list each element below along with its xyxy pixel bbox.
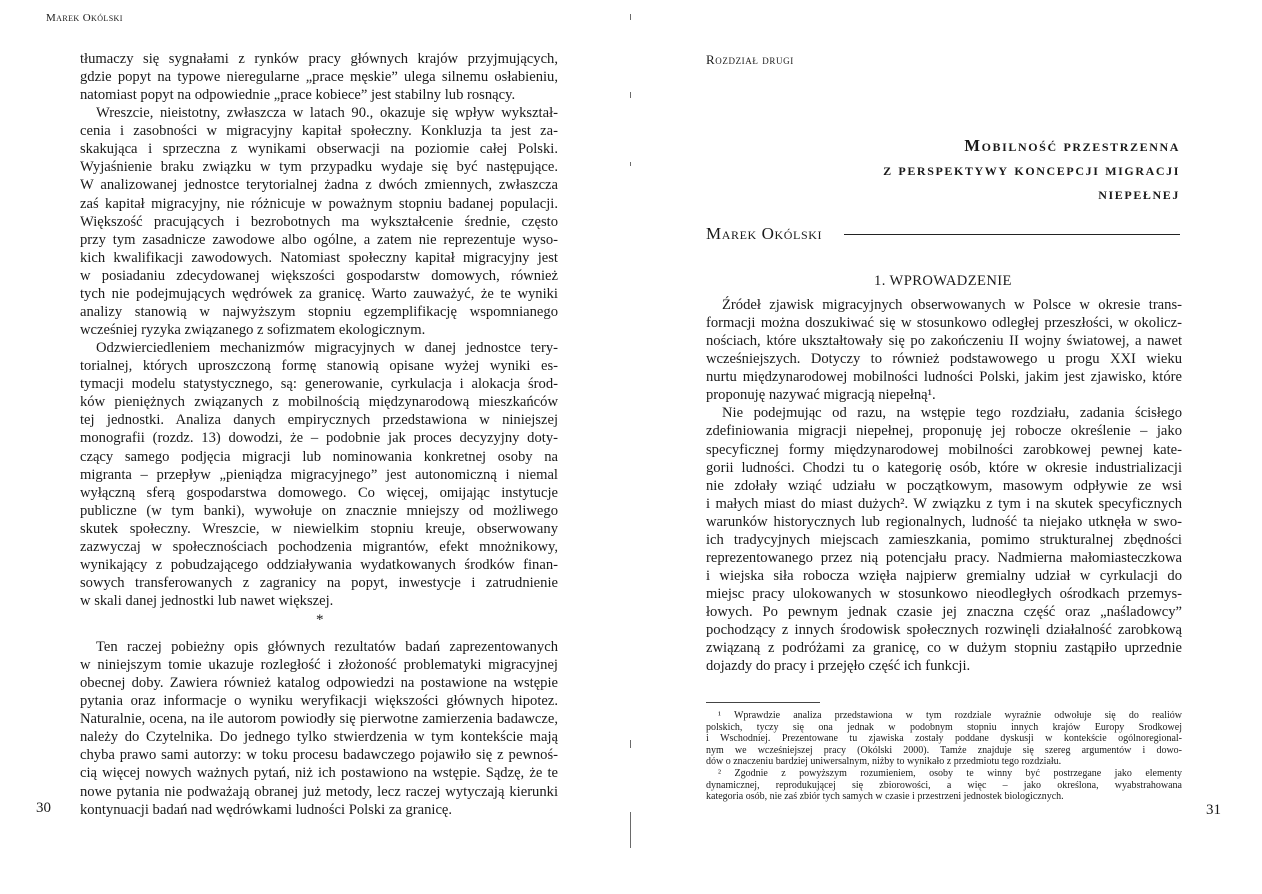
text-line: Ten raczej pobieżny opis głównych rezultatów badań zaprezentowanych: [96, 639, 558, 655]
text-line: skutek społeczny. Wreszcie, w niewielkim stopniu kreuje, obserwowany: [80, 520, 558, 537]
footnote-line: dów o znaczeniu bardziej uniwersalnym, niżby to wynikało z przedmiotu tego rozdziału.: [706, 756, 1062, 768]
text-line: miejsc pracy ulokowanych w stosunkowo nieodległych ośrodkach przemys-: [706, 586, 1182, 603]
text-line: nościach, które ukształtowały się po zakończeniu II wojny światowej, a nawet: [706, 333, 1182, 350]
author-name: Marek Okólski: [706, 224, 823, 243]
text-line: gdzie popyt na typowe nieregularne „prace męskie” ulega silnemu osłabieniu,: [80, 69, 558, 86]
text-line: cią więcej nowych ważnych pytań, niż ich postawiono na wstępie. Sądzę, że te: [80, 765, 558, 782]
text-line: wcześniejszych. Dotyczy to również podstawowego u progu XXI wieku: [706, 351, 1182, 368]
text-line: wyłączną sferą gospodarstwa domowego. Co więcej, omijając instytucje: [80, 484, 558, 501]
footnote-line: i Wschodniej. Prezentowane tu zjawiska zostały poddane dyskusji w kontekście ogólnoregional-: [706, 733, 1182, 745]
running-head: Marek Okólski: [46, 12, 123, 24]
text-line: Naturalnie, ocena, na ile autorom powiodły się pierwotne zamierzenia badawcze,: [80, 711, 558, 728]
text-line: pochodzący z innych środowisk społecznych rozwinęli działalność zarobkową: [706, 622, 1182, 639]
text-line: przy tym zasadnicze zawodowe albo ogólne, a zatem nie reprezentuje wyso-: [80, 231, 558, 248]
text-line: nurtu międzynarodowej mobilności ludności Polski, jakim jest zjawisko, które: [706, 369, 1182, 386]
text-line: wynikający z pobudzającego oddziaływania wydatkowanych środków finan-: [80, 556, 558, 573]
text-line: tłumaczy się sygnałami z rynków pracy głównych krajów przyjmujących,: [80, 51, 558, 67]
text-line: w niniejszym tomie ukazuje rozległość i złożoność problematyki migracyjnej: [80, 657, 558, 674]
text-line: warunków historycznych lub regionalnych, ludność ta niejako utknęła w swo-: [706, 513, 1182, 530]
text-line: Nie podejmując od razu, na wstępie tego rozdziału, zadania ścisłego: [722, 405, 1182, 422]
footnote-line: polskich, tyczy się ona jednak w podobnym stopniu innych krajów Europy Środkowej: [706, 721, 1182, 733]
text-line: kich kwalifikacji zawodowych. Natomiast społeczny kapitał migracyjny jest: [80, 249, 558, 266]
text-line: monografii (rozdz. 13) dowodzi, że – podobnie jak proces decyzyjny doty-: [80, 430, 558, 447]
text-line: i wiejska siła robocza wzięła najpierw gremialny udział w cyrkulacji do: [706, 568, 1182, 585]
footnote-line: ² Zgodnie z powyższym rozumieniem, osoby te winny być postrzegane jako elementy: [718, 768, 1182, 779]
text-line: należy do Czytelnika. Do jednego tylko stwierdzenia w tym kontekście mają: [80, 729, 558, 746]
text-line: zazwyczaj w społecznościach pochodzenia migrantów, efekt mnożnikowy,: [80, 538, 558, 555]
text-line: tych nie podejmujących wędrówek za granicę. Warto zauważyć, że te wyniki: [80, 285, 558, 302]
text-line: obecnej doby. Zawiera również katalog odpowiedzi na postawione na wstępie: [80, 675, 558, 692]
text-line: cenia i zasobności w migracyjny kapitał społeczny. Konkluzja ta jest za-: [80, 123, 558, 140]
footnote-line: nym we wcześniejszej pracy (Okólski 2000). Tamże znajduje się szereg argumentów i dowo-: [706, 744, 1182, 756]
text-line: nowe pytania nie podważają obranej już metody, lecz raczej wytyczają kierunki: [80, 783, 558, 800]
text-line: reprezentowanego przez nią potencjału pracy. Nadmierna małomiasteczkowa: [706, 549, 1182, 566]
section-heading: 1. WPROWADZENIE: [874, 273, 1012, 289]
footnote-line: ¹ Wprawdzie analiza przedstawiona w tym rozdziale wyraźnie odwołuje się do realiów: [718, 710, 1182, 721]
text-line: kontynuacji badań nad wędrówkami ludności Polski za granicę.: [80, 801, 453, 818]
text-line: natomiast popyt na odpowiednie „prace kobiece” jest stabilny lub rosnący.: [80, 87, 516, 104]
text-line: analizy stanowią w najwyższym stopniu egzemplifikację wspomnianego: [80, 303, 558, 320]
text-line: torialnej, których uproszczoną formę stanowią opisane wyżej wyniki es-: [80, 358, 558, 375]
text-line: Wyjaśnienie braku związku w tym przypadku wydaje się być następujące.: [80, 159, 558, 176]
footnote-line: dynamicznej, reprodukującej się zbiorowości, a więc – jako określona, wyabstrahowana: [706, 779, 1182, 791]
text-line: ich tradycyjnych miejscach zamieszkania, pomimo strukturalnej zbędności: [706, 531, 1182, 548]
right-page: [628, 0, 1262, 894]
text-line: zaś kapitał migracyjny, nie różnicuje w poważnym stopniu badanej populacji.: [80, 195, 558, 212]
author-rule: [844, 234, 1180, 235]
chapter-title-line-3: niepełnej: [1098, 184, 1180, 203]
text-line: Większość pracujących i bezrobotnych ma wykształcenie średnie, często: [80, 213, 558, 230]
text-line: proponuję nazywać migracją niepełną¹.: [706, 387, 936, 404]
text-line: ków pieniężnych związanych z mobilnością międzynarodową mieszkańców: [80, 394, 558, 411]
page-number-left: 30: [36, 800, 51, 816]
text-line: Odzwierciedleniem mechanizmów migracyjnych w danej jednostce tery-: [96, 340, 558, 357]
text-line: chyba prawo sami autorzy: w toku procesu badawczego pojawiło się z pewnoś-: [80, 747, 558, 764]
text-line: tymacji modelu statystycznego, są: generowanie, cyrkulacja i alokacja środ-: [80, 376, 558, 393]
text-line: tej jednostki. Analiza danych empirycznych przedstawiona w niniejszej: [80, 412, 558, 429]
left-page: [0, 0, 620, 894]
text-line: formacji można doszukiwać się w stosunkowo odległej przeszłości, w okolicz-: [706, 315, 1182, 332]
text-line: związaną z podróżami za granicę, co w dużym stopniu zastąpiło uprzednie: [706, 640, 1182, 657]
text-line: w posiadaniu zdecydowanej większości gospodarstw domowych, również: [80, 267, 558, 284]
text-line: publiczne (w tym banki), wywołuje on znacznie mniejszy od możliwego: [80, 502, 558, 519]
text-line: łowych. Po pewnym jednak czasie jej znaczna część oraz „naśladowcy”: [706, 604, 1182, 621]
text-line: i małych miast do miast dużych². W związku z tym i na skutek specyficznych: [706, 495, 1182, 512]
chapter-label: Rozdział drugi: [706, 52, 794, 67]
text-line: specyficznej formy międzynarodowej mobilności zarobkowej pewnej kate-: [706, 441, 1182, 458]
text-line: nie zdołały wziąć udziału w początkowym, masowym odpływie ze wsi: [706, 477, 1182, 494]
footnote-line: kategoria osób, nie zaś zbiór tych samych w czasie i przestrzeni jednostek biologicznych.: [706, 791, 1064, 803]
text-line: skakująca i sprzeczna z wynikami obserwacji na poziomie całej Polski.: [80, 141, 558, 158]
text-line: zdefiniowania migracji niepełnej, proponuję jej robocze określenie – jako: [706, 423, 1182, 440]
page-number-right: 31: [1206, 802, 1221, 818]
text-line: W analizowanej jednostce terytorialnej żadna z dwóch zmiennych, zwłaszcza: [80, 177, 558, 194]
text-line: Źródeł zjawisk migracyjnych obserwowanych w Polsce w okresie trans-: [722, 297, 1182, 313]
text-line: wcześniej ryzyka związanego z sofizmatem ekologicznym.: [80, 322, 426, 339]
text-line: czący samego podjęcia migracji lub nominowania konkretnej osoby na: [80, 448, 558, 465]
text-line: sowych transferowanych z zagranicy na popyt, inwestycje i zatrudnienie: [80, 575, 558, 592]
chapter-title-line-2: z perspektywy koncepcji migracji: [883, 160, 1180, 179]
text-line: dojazdy do pracy i przejęło część ich funkcji.: [706, 658, 971, 675]
text-line: w skali danej jednostki lub nawet większej.: [80, 593, 334, 610]
text-line: pytania oraz informacje o wyniku weryfikacji większości głównych hipotez.: [80, 693, 558, 710]
text-line: migranta – przepływ „pieniądza migracyjnego” jest autonomiczną i niemal: [80, 466, 558, 483]
footnote-separator: [706, 702, 820, 703]
text-line: gorii ludności. Chodzi tu o kategorię osób, które w okresie industrializacji: [706, 459, 1182, 476]
chapter-title-line-1: Mobilność przestrzenna: [964, 136, 1180, 155]
section-break-star: *: [316, 612, 324, 628]
text-line: Wreszcie, nieistotny, zwłaszcza w latach 90., okazuje się wpływ wykształ-: [96, 105, 558, 122]
